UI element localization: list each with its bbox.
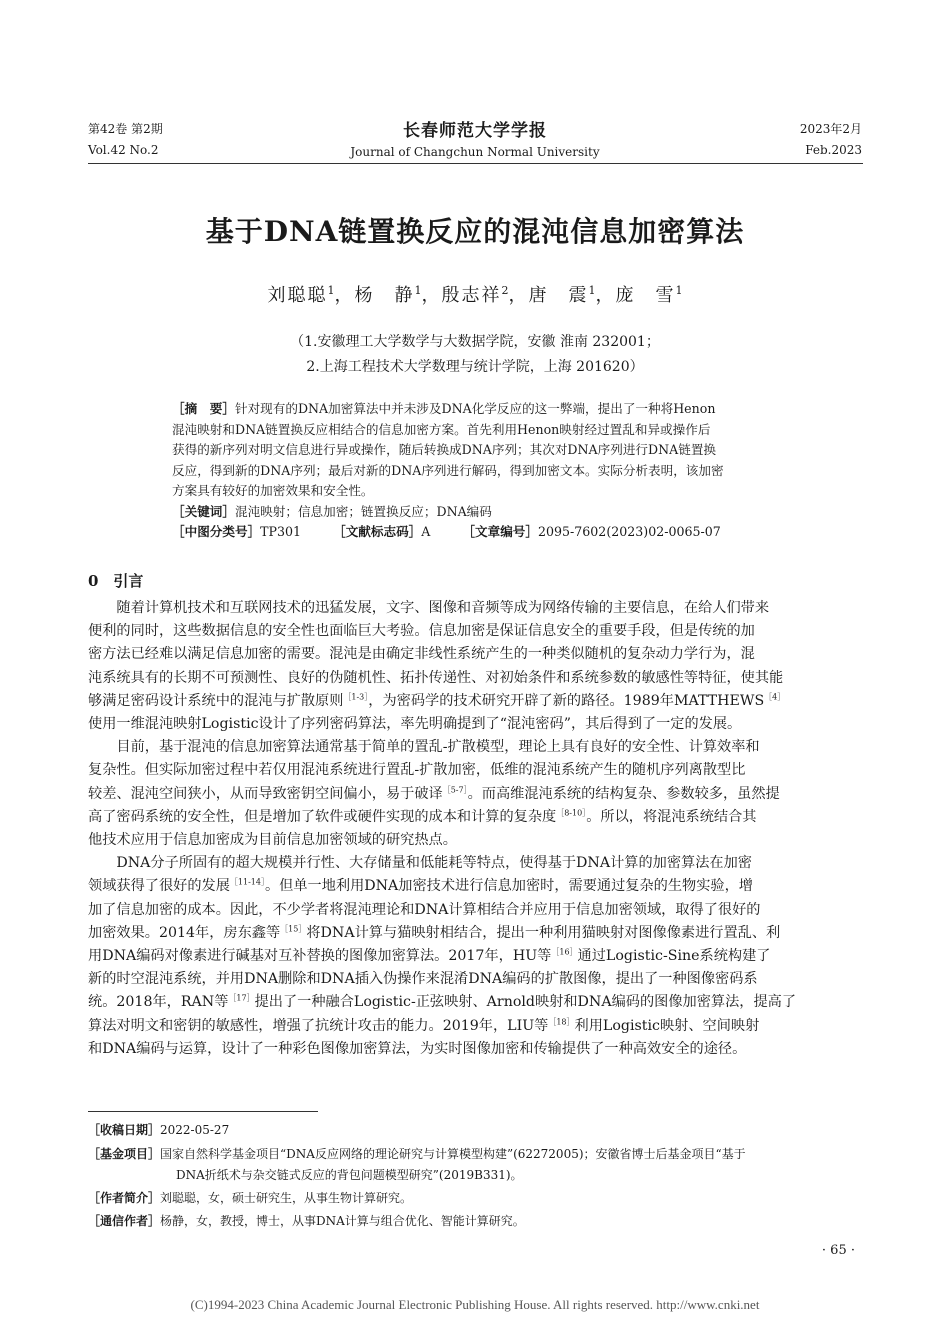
doc-code-value: A [421, 524, 431, 539]
body-text-run: 领域获得了很好的发展 [88, 878, 230, 895]
abstract-line: 反应，得到新的DNA序列；最后对新的DNA序列进行解码，得到加密文本。实际分析表明，该加密 [172, 462, 724, 478]
footnote-corresponding [88, 1212, 525, 1229]
abstract-line: 方案具有较好的加密效果和安全性。 [172, 483, 374, 498]
footnote-funding [88, 1145, 746, 1162]
footnote-label: ［作者简介］ [88, 1191, 161, 1205]
body-text-run: 通过Logistic-Sine系统构建了 [577, 948, 771, 964]
body-text-run: 他技术应用于信息加密成为目前信息加密领域的研究热点。 [88, 832, 457, 848]
body-line [88, 968, 758, 988]
body-text-run: 较差、混沌空间狭小，从而导致密钥空间偏小，易于破译 [88, 785, 443, 802]
abstract-label: ［摘 要］ [172, 401, 235, 416]
body-line [88, 690, 785, 710]
body-text-run: 。但单一地利用DNA加密技术进行信息加密时，需要通过复杂的生物实验，增 [264, 878, 753, 895]
body-line [88, 736, 760, 756]
footnote-author-bio [88, 1189, 412, 1206]
citation-ref: ［15］ [280, 924, 307, 934]
abstract [172, 399, 724, 543]
body-text-run: 利用Logistic映射、空间映射 [574, 1017, 760, 1034]
author-list [0, 281, 950, 307]
body-text-run: 算法对明文和密钥的敏感性，增强了抗统计攻击的能力。2019年，LIU等 [88, 1017, 549, 1034]
body-text-run: 目前，基于混沌的信息加密算法通常基于简单的置乱-扩散模型，理论上具有良好的安全性、计算效率和 [88, 739, 760, 756]
affiliation-2: 2.上海工程技术大学数理与统计学院，上海 201620） [306, 359, 644, 375]
citation-ref: ［8-10］ [556, 808, 587, 818]
body-line [88, 643, 755, 663]
author-affiliation-mark: 1 [588, 284, 596, 297]
author-name: 殷志祥 [441, 285, 502, 306]
footnote-text: DNA折纸术与杂交链式反应的背包问题模型研究”(2019B331)。 [176, 1168, 523, 1182]
author-name: 唐 震 [528, 285, 589, 306]
body-line [88, 759, 745, 779]
citation-ref: ［5-7］ [442, 784, 468, 794]
citation-ref: ［1-3］ [343, 692, 369, 702]
footnote-label: ［收稿日期］ [88, 1123, 161, 1137]
paper-title: 基于DNA链置换反应的混沌信息加密算法 [205, 215, 745, 248]
article-number-label: ［文章编号］ [462, 524, 538, 539]
journal-title-en: Journal of Changchun Normal University [350, 145, 600, 159]
body-line [88, 783, 780, 803]
footnote-label: ［基金项目］ [88, 1147, 161, 1161]
author-affiliation-mark: 1 [675, 284, 683, 297]
body-text-run: 。所以，将混沌系统结合其 [586, 808, 757, 825]
body-text-run: 统。2018年，RAN等 [88, 994, 229, 1011]
footnote-funding-cont [176, 1166, 523, 1183]
body-text-run: 密方法已经难以满足信息加密的需要。混沌是由确定非线性系统产生的一种类似随机的复杂动力学行为，混 [88, 646, 755, 663]
body-text-run: 新的时空混沌系统，并用DNA删除和DNA插入伪操作来混淆DNA编码的扩散图像，提出了一种图像密码系 [88, 971, 758, 988]
issue-date-en: Feb.2023 [805, 143, 862, 157]
body-text-run: 。而高维混沌系统的结构复杂、参数较多，虽然提 [467, 785, 780, 802]
body-line [88, 922, 780, 942]
body-line [88, 667, 783, 687]
author-name: 庞 雪 [615, 285, 676, 306]
abstract-line: 获得的新序列对明文信息进行异或操作，随后转换成DNA序列；其次对DNA序列进行DNA链置换 [172, 442, 717, 457]
footnote-text: 2022-05-27 [160, 1123, 230, 1137]
body-line [88, 806, 756, 826]
journal-title-cn: 长春师范大学学报 [403, 121, 547, 141]
body-text-run: 复杂性。但实际加密过程中若仅用混沌系统进行置乱-扩散加密，低维的混沌系统产生的随机序列离散型比 [88, 762, 746, 779]
body-line [88, 1038, 746, 1058]
body-text-run: 加密效果。2014年，房东鑫等 [88, 924, 281, 941]
clc-value: TP301 [260, 524, 302, 539]
body-text-run: 沌系统具有的长期不可预测性、良好的伪随机性、拓扑传递性、对初始条件和系统参数的敏感性等特征，使其能 [88, 669, 784, 686]
body-text-run: 高了密码系统的安全性，但是增加了软件或硬件实现的成本和计算的复杂度 [88, 808, 557, 825]
citation-ref: ［17］ [228, 993, 255, 1003]
author-separator: ， [421, 285, 442, 306]
keywords-label: ［关键词］ [172, 503, 235, 519]
body-text-run: 将DNA计算与猫映射相结合，提出一种利用猫映射对图像像素进行置乱、利 [306, 924, 781, 941]
copyright-notice: (C)1994-2023 China Academic Journal Electronic Publishing House. All rights reserved. http://www.cnki.net [190, 1297, 760, 1312]
classification-line [172, 522, 724, 543]
body-text-run: 够满足密码设计系统中的混沌与扩散原则 [88, 692, 344, 709]
footnote-text: 刘聪聪，女，硕士研究生，从事生物计算研究。 [160, 1191, 413, 1205]
affiliation-1: （1.安徽理工大学数学与大数据学院，安徽 淮南 232001； [290, 334, 660, 350]
body-line [88, 1015, 759, 1035]
author-affiliation-mark: 2 [501, 284, 509, 297]
body-text-run: 和DNA编码与运算，设计了一种彩色图像加密算法，为实时图像加密和传输提供了一种高效安全的途径。 [88, 1040, 747, 1057]
author-separator: ， [595, 285, 616, 306]
citation-ref: ［18］ [548, 1016, 575, 1026]
author-separator: ， [334, 285, 355, 306]
author-affiliation-mark: 1 [327, 284, 335, 297]
abstract-line: 针对现有的DNA加密算法中并未涉及DNA化学反应的这一弊端，提出了一种将Henon [234, 401, 716, 416]
footnote-rule [88, 1111, 318, 1112]
body-text-run: 使用一维混沌映射Logistic设计了序列密码算法，率先明确提到了“混沌密码”，其后得到了一定的发展。 [88, 716, 742, 732]
body-text-run: 用DNA编码对像素进行碱基对互补替换的图像加密算法。2017年，HU等 [88, 948, 552, 964]
footnote-text: 国家自然科学基金项目“DNA反应网络的理论研究与计算模型构建”(62272005)；安徽省博士后基金项目“基于 [160, 1147, 746, 1161]
page-number: · 65 · [821, 1243, 855, 1258]
body-text-run: DNA分子所固有的超大规模并行性、大存储量和低能耗等特点，使得基于DNA计算的加密算法在加密 [88, 855, 752, 872]
abstract-line: 混沌映射和DNA链置换反应相结合的信息加密方案。首先利用Henon映射经过置乱和异或操作后 [172, 421, 711, 437]
header-rule [88, 163, 863, 164]
body-line [88, 991, 796, 1011]
body-line [88, 829, 457, 849]
issue-date-cn: 2023年2月 [799, 122, 862, 136]
body-text-run: 提出了一种融合Logistic-正弦映射、Arnold映射和DNA编码的图像加密算法，提高了 [254, 994, 797, 1011]
volume-issue-en: Vol.42 No.2 [88, 143, 159, 157]
article-number-value: 2095-7602(2023)02-0065-07 [537, 524, 721, 539]
citation-ref: ［16］ [551, 947, 578, 957]
body-text-run: 加了信息加密的成本。因此，不少学者将混沌理论和DNA计算相结合并应用于信息加密领域，取得了很好的 [88, 901, 761, 918]
author-affiliation-mark: 1 [414, 284, 422, 297]
section-heading: 0 引言 [88, 572, 144, 590]
body-line [88, 852, 752, 872]
body-line [88, 620, 755, 640]
keywords-text: 混沌映射；信息加密；链置换反应；DNA编码 [234, 503, 492, 519]
footnote-label: ［通信作者］ [88, 1214, 161, 1228]
citation-ref: ［4］ [764, 692, 786, 702]
author-name: 杨 静 [354, 285, 415, 306]
footnote-text: 杨静，女，教授，博士，从事DNA计算与组合优化、智能计算研究。 [160, 1214, 525, 1228]
body-line [88, 875, 753, 895]
body-line [88, 899, 760, 919]
clc-label: ［中图分类号］ [172, 524, 261, 539]
body-text-run: 便利的同时，这些数据信息的安全性也面临巨大考验。信息加密是保证信息安全的重要手段，但是传统的加 [88, 623, 755, 640]
body-line [88, 597, 769, 617]
author-separator: ， [508, 285, 529, 306]
footnote-received [88, 1121, 229, 1138]
body-text-run: 随着计算机技术和互联网技术的迅猛发展，文字、图像和音频等成为网络传输的主要信息，在给人们带来 [88, 600, 770, 616]
body-line [88, 713, 741, 733]
doc-code-label: ［文献标志码］ [333, 524, 422, 539]
keywords [172, 502, 724, 523]
body-text-run: ，为密码学的技术研究开辟了新的路径。1989年MATTHEWS [368, 692, 765, 709]
volume-issue-cn: 第42卷 第2期 [88, 122, 163, 136]
body-line [88, 945, 771, 965]
author-name: 刘聪聪 [267, 285, 328, 306]
citation-ref: ［11-14］ [229, 877, 265, 887]
